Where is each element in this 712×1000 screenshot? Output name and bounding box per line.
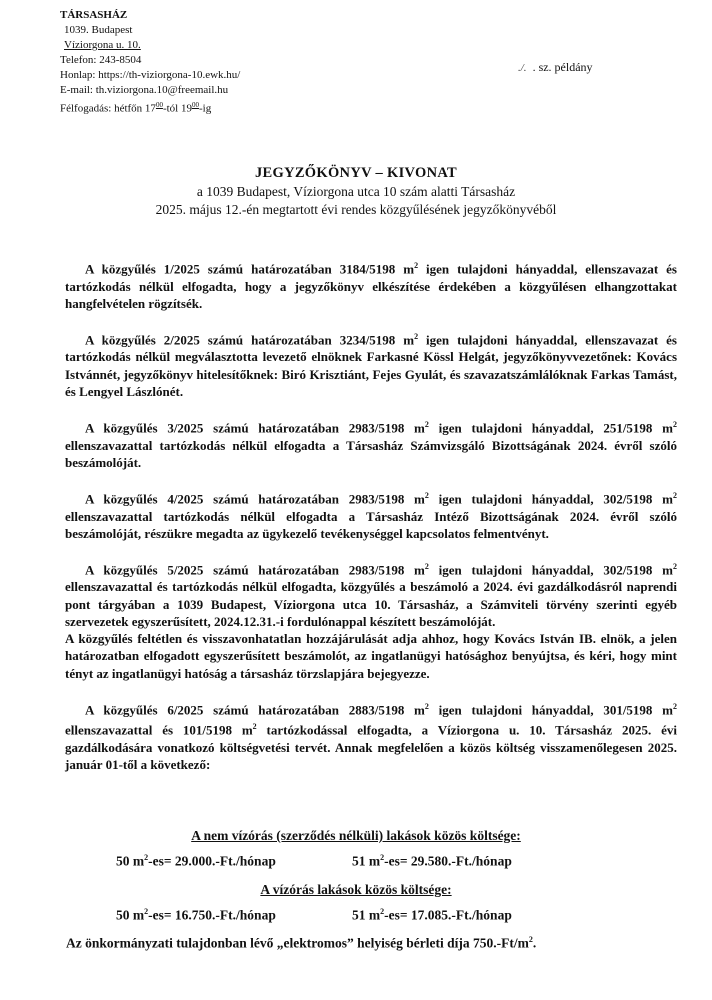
superscript: 2 <box>673 491 678 501</box>
org-email: E-mail: th.viziorgona.10@freemail.hu <box>60 84 229 96</box>
resolution-text: igen tulajdoni hányaddal, ellenszavazat és tartózkodás nélkül megválasztotta levezető elnöknek Farkasné Kössl Helgát, jegyzőkönyvvezetőnek: Kovács Istvánnét, jegyzőkönyv hitelesítőknek: Biró Krisztiánt, Fejes Gyulát, és szavazatszámlálóknak Farkas Tamást, és Lengyel Lászlónét. <box>65 332 677 399</box>
resolution-text: igen tulajdoni hányaddal, 302/5198 m <box>428 562 674 578</box>
resolutions-body <box>65 257 677 789</box>
copy-number-label: . sz. példány <box>532 60 593 74</box>
resolution-text: ellenszavazattal tartózkodás nélkül elfogadta a Társasház Számvizsgáló Bizottságának 2024. évről szóló beszámolóját. <box>65 437 677 470</box>
fee-text: . <box>532 935 537 951</box>
resolution-4 <box>65 487 677 542</box>
org-website: Honlap: https://th-viziorgona-10.ewk.hu/ <box>60 69 241 81</box>
copy-number <box>518 60 593 75</box>
superscript: 2 <box>528 935 533 944</box>
resolution-5-consent: A közgyűlés feltétlen és visszavonhatatlan hozzájárulását adja ahhoz, hogy Kovács István IB. elnök, a jelen határozatban elfogadott egyszerűsített beszámolót, az ingatlanügyi hatósághoz benyújtsa, és kéri, hogy mint tényt az ingatlanügyi hatóság a társasház törzslapjára bejegyezze. <box>65 631 677 681</box>
fee-text: 50 m <box>116 853 145 869</box>
org-name: TÁRSASHÁZ <box>60 9 128 21</box>
superscript: 2 <box>380 907 385 916</box>
fee-heading-meter: A vízórás lakások közös költsége: <box>260 882 452 897</box>
resolution-text: A közgyűlés 2/2025 számú határozatában 3234/5198 m <box>85 332 415 348</box>
electric-room-rent <box>66 935 536 952</box>
office-hours-prefix: Félfogadás: hétfőn 17 <box>60 102 156 115</box>
office-hours-suffix: -ig <box>198 102 212 115</box>
resolution-text: igen tulajdoni hányaddal, 301/5198 m <box>428 702 674 718</box>
resolution-text: A közgyűlés 5/2025 számú határozatában 2983/5198 m <box>85 562 425 578</box>
org-phone: Telefon: 243-8504 <box>60 54 142 66</box>
superscript: 2 <box>424 420 429 430</box>
fee-text: 51 m <box>352 853 381 869</box>
fee-text: -es= 29.580.-Ft./hónap <box>384 853 512 869</box>
title-block <box>0 163 712 219</box>
superscript: 2 <box>414 331 419 341</box>
letterhead <box>60 8 240 117</box>
superscript: 2 <box>144 853 149 862</box>
resolution-2 <box>65 328 677 400</box>
resolution-text: tartózkodással elfogadta, a Víziorgona u. 10. Társasház 2025. évi gazdálkodására vonatkozó költségvetési tervét. Annak megfelelően a közös költség visszamenőlegesen 2025. január 01-től a következő: <box>65 722 677 772</box>
superscript: 2 <box>673 420 678 430</box>
superscript: 2 <box>414 261 419 270</box>
resolution-text: A közgyűlés 6/2025 számú határozatában 2883/5198 m <box>85 702 425 718</box>
superscript: 2 <box>424 701 429 711</box>
fee-text: -es= 29.000.-Ft./hónap <box>148 853 276 869</box>
office-hours-mid: -tól 19 <box>162 102 192 115</box>
superscript: 2 <box>380 853 385 862</box>
fee-text: 50 m <box>116 907 145 923</box>
office-hours-sup1: 00 <box>155 101 163 109</box>
copy-number-mark: ./. <box>518 62 527 74</box>
fee-51m2-no-meter <box>352 853 512 870</box>
resolution-text: A közgyűlés 1/2025 számú határozatában 3184/5198 m <box>85 261 415 277</box>
superscript: 2 <box>673 701 678 711</box>
org-street: Víziorgona u. 10. <box>64 39 141 51</box>
resolution-6 <box>65 698 677 773</box>
resolution-text: igen tulajdoni hányaddal, ellenszavazat és tartózkodás nélkül elfogadta, hogy a jegyzőkönyv elkészítése érdekében a közgyűlésen elhangzottakat hangfelvételen rögzítsék. <box>65 261 677 311</box>
document-subtitle-1: a 1039 Budapest, Víziorgona utca 10 szám alatti Társasház <box>196 184 516 199</box>
office-hours-sup2: 00 <box>191 101 199 109</box>
fee-text: -es= 16.750.-Ft./hónap <box>148 907 276 923</box>
fee-heading-no-meter: A nem vízórás (szerződés nélküli) lakások közös költsége: <box>191 828 521 843</box>
fee-text: 51 m <box>352 907 381 923</box>
org-city: 1039. Budapest <box>64 24 133 36</box>
resolution-1 <box>65 257 677 312</box>
fee-text: -es= 17.085.-Ft./hónap <box>384 907 512 923</box>
resolution-text: ellenszavazattal és tartózkodás nélkül elfogadta, közgyűlés a beszámoló a 2024. évi gazdálkodásról naprendi pont tárgyában a 1039 Budapest, Víziorgona utca 10. Társasház, a Számviteli törvény szerinti egyéb szervezetek egyszerűsített, 2024.12.31.-i fordulónappal készített beszámolóját. <box>65 579 677 629</box>
fee-50m2-meter <box>116 907 276 924</box>
superscript: 2 <box>252 722 257 732</box>
office-hours <box>60 98 240 117</box>
resolution-text: A közgyűlés 3/2025 számú határozatában 2983/5198 m <box>85 420 425 436</box>
fee-text: Az önkormányzati tulajdonban lévő „elektromos” helyiség bérleti díja 750.-Ft/m <box>66 935 529 951</box>
superscript: 2 <box>673 561 678 571</box>
fee-51m2-meter <box>352 907 512 924</box>
resolution-text: igen tulajdoni hányaddal, 251/5198 m <box>428 420 674 436</box>
resolution-text: ellenszavazattal és 101/5198 m <box>65 722 253 738</box>
superscript: 2 <box>144 907 149 916</box>
superscript: 2 <box>424 561 429 571</box>
document-title: JEGYZŐKÖNYV – KIVONAT <box>254 165 458 181</box>
resolution-text: A közgyűlés 4/2025 számú határozatában 2983/5198 m <box>85 491 425 507</box>
resolution-5 <box>65 558 677 630</box>
fee-50m2-no-meter <box>116 853 276 870</box>
superscript: 2 <box>424 491 429 501</box>
resolution-text: ellenszavazattal tartózkodás nélkül elfogadta a Társasház Intéző Bizottságának 2024. évről szóló beszámolóját, részükre megadta az ügykezelő tevékenységgel kapcsolatos felmentvényt. <box>65 508 677 541</box>
document-subtitle-2: 2025. május 12.-én megtartott évi rendes közgyűlésének jegyzőkönyvéből <box>155 202 557 217</box>
resolution-3 <box>65 416 677 471</box>
resolution-text: igen tulajdoni hányaddal, 302/5198 m <box>428 491 674 507</box>
